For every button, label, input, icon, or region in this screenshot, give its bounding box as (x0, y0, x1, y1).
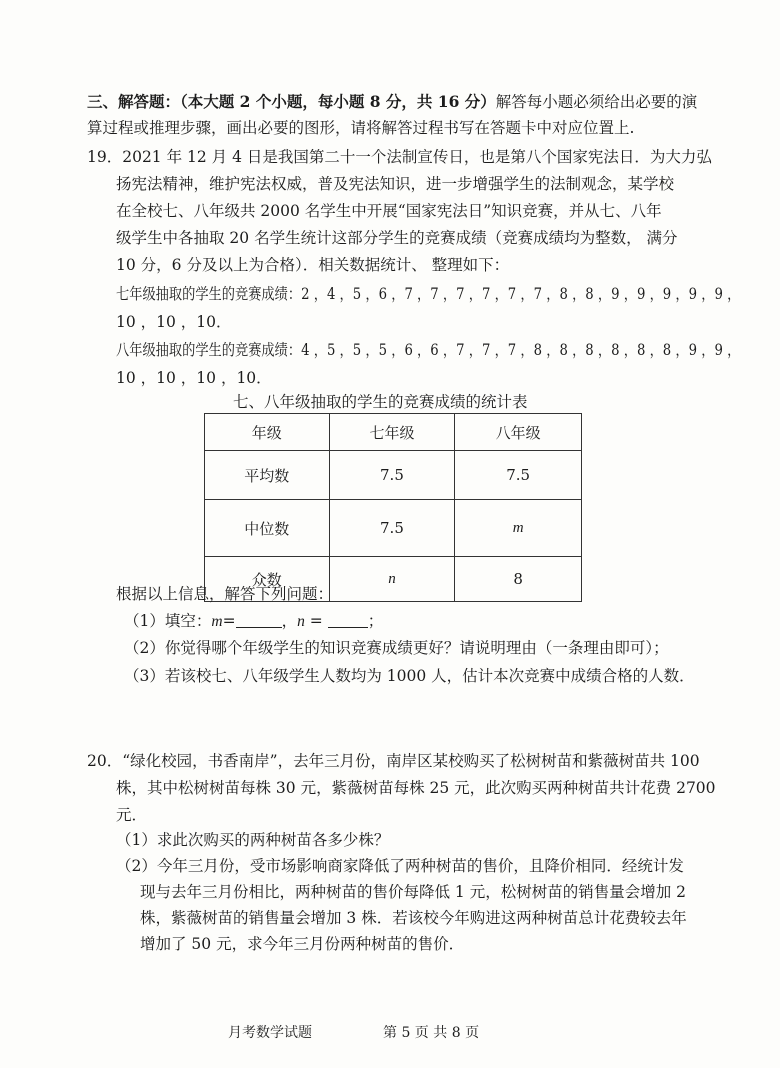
q20-sub2-line-3: 株，紫薇树苗的销售量会增加 3 株．若该校今年购进这两种树苗总计花费较去年 (140, 909, 687, 927)
section-intro-line1: 解答每小题必须给出必要的演 (495, 93, 698, 111)
q19-line-4: 级学生中各抽取 20 名学生统计这部分学生的竞赛成绩（竞赛成绩均为整数， 满分 (116, 229, 678, 247)
q19-sub1 (124, 611, 383, 632)
table-header-cell: 八年级 (455, 414, 582, 451)
section-title (87, 92, 697, 112)
table-cell: 8 (455, 557, 582, 602)
blank-m[interactable] (236, 611, 282, 628)
q20-sub1: （1）求此次购买的两种树苗各多少株？ (116, 831, 390, 849)
grade8-scores-line2: 10 ，10 ，10 ，10． (116, 369, 272, 387)
q19-sub3: （3）若该校七、八年级学生人数均为 1000 人，估计本次竞赛中成绩合格的人数． (124, 667, 695, 685)
footer-title: 月考数学试题 (228, 1025, 312, 1041)
table-header-cell: 七年级 (329, 414, 455, 451)
section-intro-line2: 算过程或推理步骤，画出必要的图形，请将解答过程书写在答题卡中对应位置上. (87, 119, 635, 137)
q19-prompt: 根据以上信息，解答下列问题： (116, 585, 334, 603)
table-cell: 7.5 (329, 451, 455, 500)
table-cell: 7.5 (455, 451, 582, 500)
q20-sub2-line-1: （2）今年三月份，受市场影响商家降低了两种树苗的售价，且降价相同．经统计发 (116, 857, 684, 875)
sub1-var-n: n (297, 613, 305, 630)
table-cell: n (329, 557, 455, 602)
table-cell: m (455, 500, 582, 557)
sub1-var-m: m (211, 613, 223, 630)
table-cell: 众数 (205, 557, 330, 602)
q20-line-2: 株，其中松树树苗每株 30 元，紫薇树苗每株 25 元，此次购买两种树苗共计花费 2700 (116, 779, 716, 797)
grade7-scores-line1: 七年级抽取的学生的竞赛成绩：2 ，4 ，5 ，6 ，7 ，7 ，7 ，7 ，7 ，7 ，8 ，8 ，9 ，9 ，9 ，9 ，9 ， (116, 285, 741, 303)
q20-line-3: 元． (116, 806, 148, 824)
table-row (205, 500, 582, 557)
q20-sub2-line-4: 增加了 50 元，求今年三月份两种树苗的售价． (140, 935, 465, 953)
table-header-row (205, 414, 582, 451)
sub1-sep: ， (281, 612, 298, 630)
q19-line-2: 扬宪法精神，维护宪法权威，普及宪法知识，进一步增强学生的法制观念，某学校 (116, 175, 675, 193)
table-cell: 中位数 (205, 500, 330, 557)
blank-n[interactable] (328, 611, 368, 628)
q19-line-5: 10 分，6 分及以上为合格）．相关数据统计、 整理如下： (116, 256, 510, 274)
sub1-prefix: （1）填空： (124, 612, 212, 630)
table-caption: 七、八年级抽取的学生的竞赛成绩的统计表 (233, 393, 528, 411)
table-header-cell: 年级 (205, 414, 330, 451)
q20-sub2-line-2: 现与去年三月份相比，两种树苗的售价每降低 1 元，松树树苗的销售量会增加 2 (140, 883, 687, 901)
q20-line-1: 20．“绿化校园，书香南岸”，去年三月份，南岸区某校购买了松树树苗和紫薇树苗共 100 (87, 752, 700, 770)
q19-sub2: （2）你觉得哪个年级学生的知识竞赛成绩更好？请说明理由（一条理由即可）； (124, 639, 669, 657)
table-cell: 平均数 (205, 451, 330, 500)
q19-line-1: 19．2021 年 12 月 4 日是我国第二十一个法制宣传日，也是第八个国家宪法日．为大力弘 (87, 148, 712, 166)
stats-table (204, 413, 582, 602)
q19-line-3: 在全校七、八年级共 2000 名学生中开展“国家宪法日”知识竞赛，并从七、八年 (116, 202, 662, 220)
grade8-scores-line1: 八年级抽取的学生的竞赛成绩：4 ，5 ，5 ，5 ，6 ，6 ，7 ，7 ，7 ，8 ，8 ，8 ，8 ，8 ，8 ，9 ，9 ， (116, 341, 741, 359)
footer-page-number: 第 5 页 共 8 页 (383, 1025, 480, 1041)
sub1-end: ； (367, 612, 384, 630)
grade7-scores-line2: 10 ，10 ，10． (116, 313, 232, 331)
sub1-eq2: = (304, 612, 328, 630)
sub1-eq1: = (222, 612, 236, 630)
section-title-bold: 三、解答题：（本大题 2 个小题，每小题 8 分，共 16 分） (87, 92, 496, 111)
table-row (205, 451, 582, 500)
table-cell: 7.5 (329, 500, 455, 557)
